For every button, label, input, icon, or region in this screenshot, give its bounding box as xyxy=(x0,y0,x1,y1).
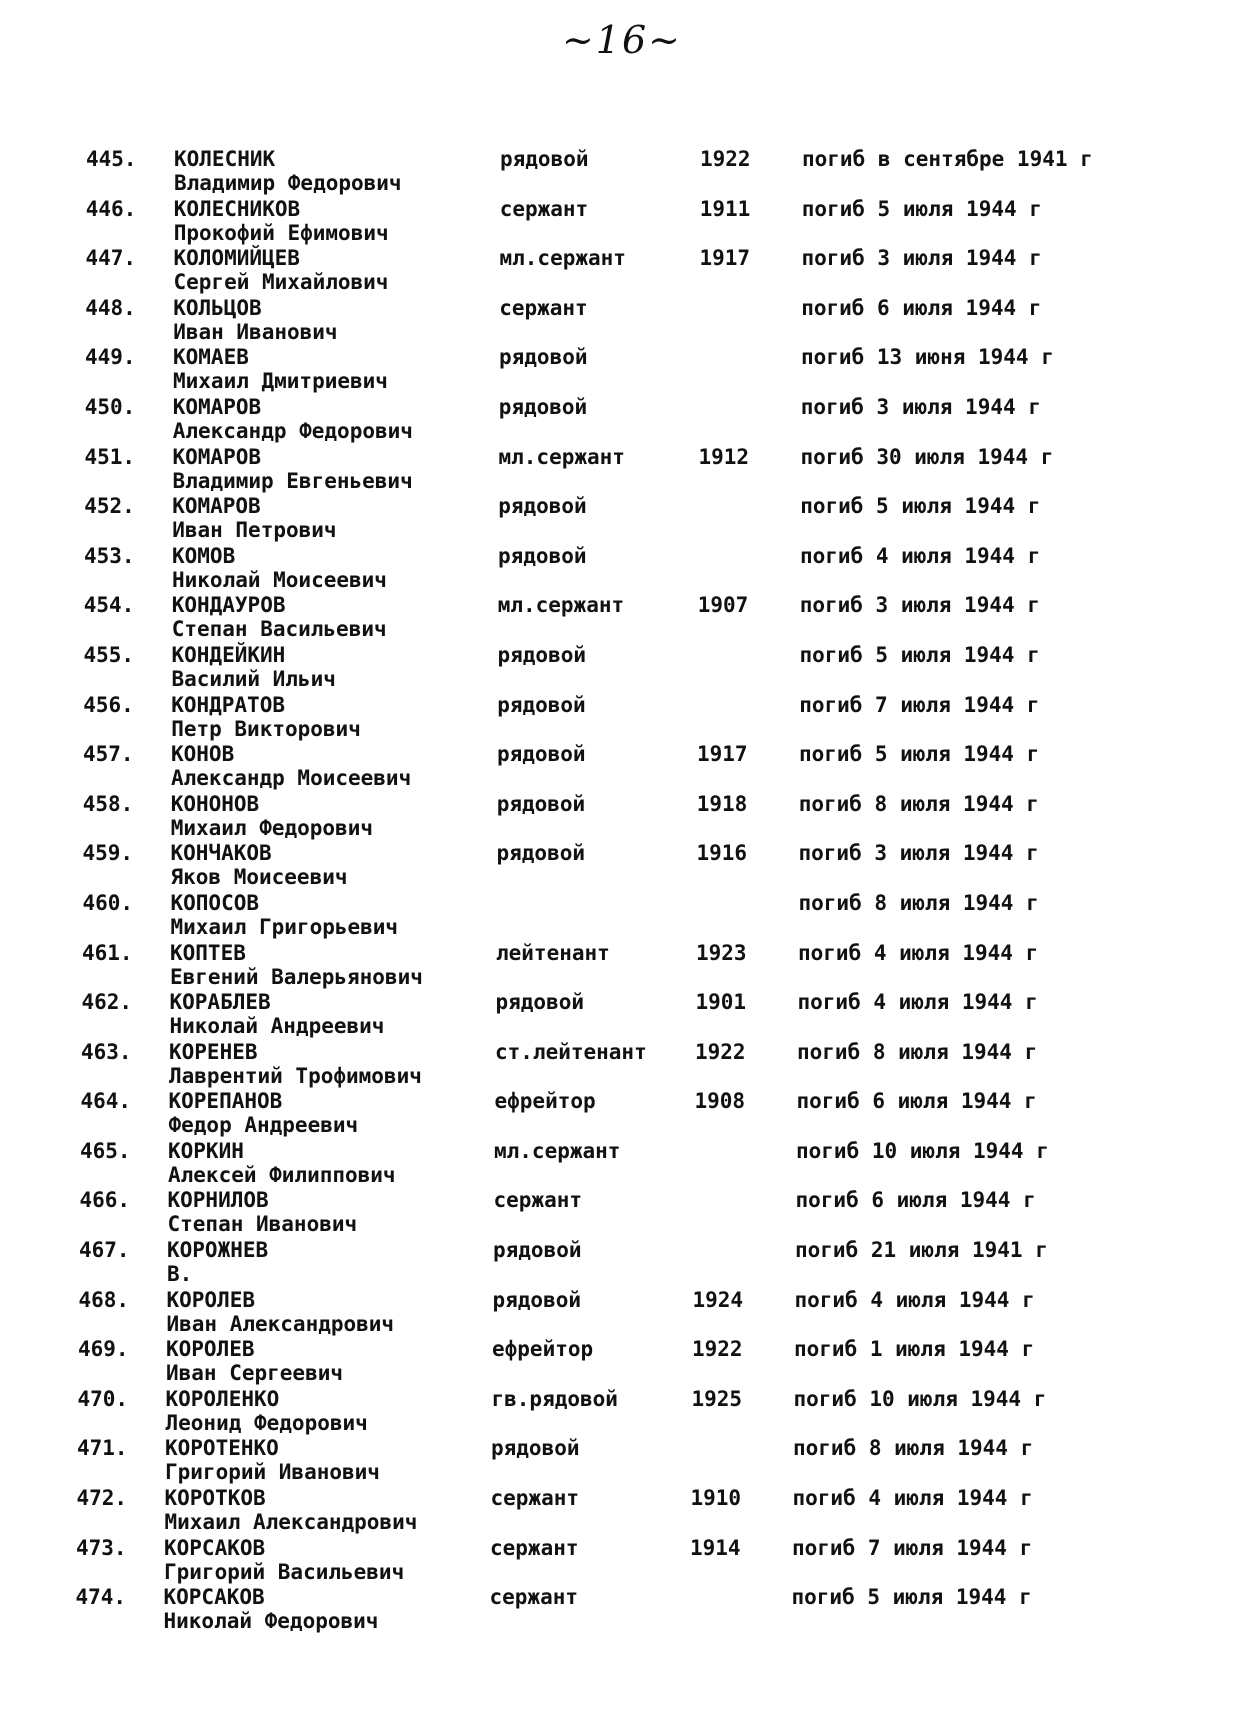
record-rank: мл.сержант xyxy=(497,593,625,618)
record-number: 474. xyxy=(75,1585,127,1610)
record-row xyxy=(0,1436,1235,1486)
record-surname: КОРЕНЕВ xyxy=(169,1039,258,1064)
record-given-names: Сергей Михайлович xyxy=(173,270,389,295)
record-rank: сержант xyxy=(499,295,588,320)
records-list xyxy=(0,147,1244,1635)
record-row xyxy=(0,1089,1239,1139)
record-birth-year: 1924 xyxy=(692,1287,744,1312)
record-surname: КОМАРОВ xyxy=(172,444,262,469)
record-number: 460. xyxy=(82,890,134,915)
record-rank: рядовой xyxy=(493,1238,582,1263)
record-surname: КОРОЛЕВ xyxy=(166,1287,256,1312)
record-rank: сержант xyxy=(490,1535,579,1560)
record-birth-year: 1914 xyxy=(690,1535,741,1560)
record-given-names: Степан Васильевич xyxy=(171,617,387,642)
record-row xyxy=(0,494,1242,544)
record-given-names: Григорий Васильевич xyxy=(164,1559,405,1584)
record-fate: погиб 4 июля 1944 г xyxy=(792,1486,1033,1511)
record-birth-year: 1910 xyxy=(690,1486,742,1511)
record-number: 445. xyxy=(86,147,137,171)
record-row xyxy=(0,693,1241,743)
record-birth-year: 1901 xyxy=(695,990,747,1015)
record-row xyxy=(0,246,1244,296)
record-rank: рядовой xyxy=(498,543,587,568)
record-given-names: Владимир Федорович xyxy=(174,171,402,195)
record-rank: рядовой xyxy=(497,642,587,667)
record-fate: погиб 4 июля 1944 г xyxy=(794,1287,1035,1312)
record-number: 449. xyxy=(85,345,136,370)
record-given-names: Леонид Федорович xyxy=(165,1410,368,1435)
record-rank: рядовой xyxy=(492,1287,582,1312)
record-birth-year: 1916 xyxy=(696,841,748,866)
record-birth-year: 1922 xyxy=(700,147,751,171)
record-row xyxy=(0,1486,1235,1536)
record-fate: погиб 6 июля 1944 г xyxy=(796,1089,1037,1114)
record-number: 451. xyxy=(84,444,136,469)
record-number: 466. xyxy=(79,1188,131,1213)
record-surname: КОНДЕЙКИН xyxy=(171,642,286,667)
record-birth-year: 1911 xyxy=(699,196,751,221)
record-given-names: Федор Андреевич xyxy=(168,1113,359,1138)
record-fate: погиб 10 июля 1944 г xyxy=(796,1138,1049,1163)
record-fate: погиб 5 июля 1944 г xyxy=(800,494,1041,519)
record-rank: сержант xyxy=(489,1585,579,1610)
record-surname: КОЛЬЦОВ xyxy=(173,295,262,320)
record-given-names: Степан Иванович xyxy=(167,1212,358,1237)
record-rank: мл.сержант xyxy=(494,1138,621,1163)
record-number: 448. xyxy=(85,295,136,320)
record-given-names: В. xyxy=(167,1262,193,1287)
record-fate: погиб 5 июля 1944 г xyxy=(801,196,1042,221)
record-row xyxy=(0,1337,1236,1387)
record-given-names: Прокофий Ефимович xyxy=(173,220,389,245)
record-surname: КОЛЕСНИК xyxy=(174,147,276,171)
record-surname: КОМАЕВ xyxy=(173,345,249,370)
record-rank: ефрейтор xyxy=(494,1089,596,1114)
record-given-names: Иван Сергеевич xyxy=(166,1361,344,1386)
record-surname: КОРЕПАНОВ xyxy=(168,1089,283,1114)
record-number: 467. xyxy=(79,1238,130,1263)
record-birth-year: 1918 xyxy=(696,791,748,816)
record-given-names: Григорий Иванович xyxy=(165,1460,380,1485)
record-number: 471. xyxy=(77,1436,128,1461)
record-fate: погиб 4 июля 1944 г xyxy=(798,940,1039,965)
record-fate: погиб 8 июля 1944 г xyxy=(793,1436,1034,1461)
record-row xyxy=(0,742,1241,792)
record-fate: погиб 5 июля 1944 г xyxy=(799,742,1040,767)
record-row xyxy=(0,593,1242,643)
record-rank: рядовой xyxy=(496,841,586,866)
record-row xyxy=(0,296,1243,346)
record-row xyxy=(0,891,1241,941)
record-number: 464. xyxy=(80,1089,132,1114)
record-fate: погиб 3 июля 1944 г xyxy=(799,593,1040,618)
record-row xyxy=(0,1139,1238,1189)
record-surname: КОРАБЛЕВ xyxy=(169,990,271,1015)
record-rank: сержант xyxy=(499,196,589,221)
record-number: 473. xyxy=(76,1535,127,1560)
record-birth-year: 1908 xyxy=(694,1089,746,1114)
record-rank: мл.сержант xyxy=(498,444,625,469)
record-row xyxy=(0,1536,1234,1586)
record-surname: КОМАРОВ xyxy=(172,494,261,519)
record-number: 468. xyxy=(78,1287,130,1312)
record-fate: погиб 7 июля 1944 г xyxy=(792,1535,1033,1560)
record-given-names: Яков Моисеевич xyxy=(170,865,348,890)
record-row xyxy=(0,345,1243,395)
record-rank: рядовой xyxy=(496,791,586,816)
record-fate: погиб 6 июля 1944 г xyxy=(801,295,1042,320)
record-fate: погиб 5 июля 1944 г xyxy=(791,1585,1032,1610)
record-row xyxy=(0,1387,1236,1437)
record-birth-year: 1917 xyxy=(697,742,748,767)
record-rank: мл.сержант xyxy=(499,246,626,271)
record-number: 470. xyxy=(77,1386,129,1411)
record-row xyxy=(0,544,1242,594)
record-birth-year: 1922 xyxy=(692,1337,743,1362)
record-fate: погиб 3 июля 1944 г xyxy=(800,394,1041,419)
record-rank: рядовой xyxy=(498,394,588,419)
record-given-names: Михаил Дмитриевич xyxy=(173,369,388,394)
record-rank: ефрейтор xyxy=(492,1337,594,1362)
record-number: 456. xyxy=(83,692,134,717)
record-number: 462. xyxy=(81,990,133,1015)
record-number: 459. xyxy=(82,841,134,866)
record-fate: погиб 6 июля 1944 г xyxy=(795,1188,1036,1213)
record-number: 457. xyxy=(83,742,134,767)
record-rank: рядовой xyxy=(497,692,586,717)
record-row xyxy=(0,1288,1237,1338)
record-surname: КОНДРАТОВ xyxy=(171,692,285,717)
record-fate: погиб 8 июля 1944 г xyxy=(797,1039,1038,1064)
record-birth-year: 1923 xyxy=(696,940,747,965)
record-birth-year: 1917 xyxy=(699,246,751,271)
record-number: 447. xyxy=(85,246,137,271)
record-rank: гв.рядовой xyxy=(491,1386,618,1411)
record-row xyxy=(0,197,1244,247)
record-fate: погиб 4 июля 1944 г xyxy=(797,990,1038,1015)
record-row xyxy=(0,941,1240,991)
record-fate: погиб 21 июля 1941 г xyxy=(795,1238,1048,1263)
record-number: 458. xyxy=(82,791,134,816)
record-surname: КОРОТЕНКО xyxy=(165,1436,279,1461)
record-birth-year: 1922 xyxy=(695,1039,746,1064)
record-number: 455. xyxy=(83,642,135,667)
record-number: 450. xyxy=(84,394,136,419)
record-row xyxy=(0,1238,1237,1288)
record-surname: КОНЧАКОВ xyxy=(170,841,272,866)
record-given-names: Александр Моисеевич xyxy=(171,766,412,791)
record-row xyxy=(0,147,1244,197)
record-surname: КОПТЕВ xyxy=(170,940,246,965)
record-number: 453. xyxy=(84,543,135,568)
record-surname: КОНДАУРОВ xyxy=(171,593,286,618)
record-number: 463. xyxy=(81,1039,132,1064)
record-number: 454. xyxy=(83,593,135,618)
record-surname: КОРОЖНЕВ xyxy=(167,1238,269,1263)
page-number: ~16~ xyxy=(561,18,683,62)
record-birth-year: 1925 xyxy=(691,1386,743,1411)
record-rank: рядовой xyxy=(498,494,587,519)
record-surname: КОМАРОВ xyxy=(172,394,262,419)
record-surname: КОРНИЛОВ xyxy=(167,1188,269,1213)
record-birth-year: 1907 xyxy=(697,593,749,618)
record-rank: сержант xyxy=(490,1486,580,1511)
record-number: 446. xyxy=(85,196,137,221)
record-fate: погиб 7 июля 1944 г xyxy=(799,692,1040,717)
record-given-names: Михаил Федорович xyxy=(170,815,373,840)
record-given-names: Петр Викторович xyxy=(171,716,361,741)
record-surname: КОНОВ xyxy=(171,742,235,767)
record-surname: КОРСАКОВ xyxy=(163,1585,265,1610)
record-row xyxy=(0,841,1241,891)
record-fate: погиб 10 июля 1944 г xyxy=(793,1386,1047,1411)
record-surname: КОМОВ xyxy=(172,543,236,568)
record-given-names: Иван Петрович xyxy=(172,518,337,543)
record-surname: КОЛЕСНИКОВ xyxy=(173,196,301,221)
record-number: 469. xyxy=(78,1337,129,1362)
record-given-names: Иван Иванович xyxy=(173,319,338,344)
record-given-names: Алексей Филиппович xyxy=(168,1162,396,1187)
record-surname: КОНОНОВ xyxy=(170,791,260,816)
record-given-names: Михаил Григорьевич xyxy=(170,914,399,939)
record-row xyxy=(0,643,1242,693)
record-surname: КОРСАКОВ xyxy=(164,1535,266,1560)
record-given-names: Лаврентий Трофимович xyxy=(169,1063,422,1088)
record-given-names: Василий Ильич xyxy=(171,666,336,691)
record-surname: КОРКИН xyxy=(168,1138,244,1163)
record-surname: КОРОЛЕНКО xyxy=(165,1386,280,1411)
record-rank: рядовой xyxy=(500,147,589,171)
record-given-names: Александр Федорович xyxy=(172,418,413,443)
record-rank: рядовой xyxy=(497,742,586,767)
record-row xyxy=(0,792,1241,842)
record-row xyxy=(0,445,1243,495)
record-rank: ст.лейтенант xyxy=(495,1039,647,1064)
record-rank: рядовой xyxy=(499,345,588,370)
record-fate: погиб в сентябре 1941 г xyxy=(802,147,1093,171)
record-given-names: Николай Моисеевич xyxy=(172,567,387,592)
record-fate: погиб 8 июля 1944 г xyxy=(798,890,1039,915)
record-given-names: Владимир Евгеньевич xyxy=(172,468,413,493)
record-fate: погиб 30 июля 1944 г xyxy=(800,444,1054,469)
record-rank: сержант xyxy=(493,1188,583,1213)
record-fate: погиб 3 июля 1944 г xyxy=(801,246,1042,271)
record-fate: погиб 8 июля 1944 г xyxy=(798,791,1039,816)
record-birth-year: 1912 xyxy=(698,444,750,469)
record-surname: КОРОТКОВ xyxy=(164,1486,266,1511)
record-surname: КОЛОМИЙЦЕВ xyxy=(173,246,300,271)
record-row xyxy=(0,1188,1238,1238)
record-fate: погиб 3 июля 1944 г xyxy=(798,841,1039,866)
record-row xyxy=(0,1585,1234,1635)
record-row xyxy=(0,395,1243,445)
record-fate: погиб 5 июля 1944 г xyxy=(799,642,1040,667)
record-row xyxy=(0,1040,1239,1090)
record-number: 465. xyxy=(80,1138,131,1163)
record-number: 452. xyxy=(84,494,135,519)
record-number: 461. xyxy=(82,940,133,965)
record-row xyxy=(0,990,1240,1040)
record-fate: погиб 4 июля 1944 г xyxy=(800,543,1041,568)
record-number: 472. xyxy=(76,1486,128,1511)
record-given-names: Николай Федорович xyxy=(163,1609,379,1634)
record-fate: погиб 13 июня 1944 г xyxy=(801,345,1054,370)
record-surname: КОРОЛЕВ xyxy=(166,1337,255,1362)
record-given-names: Иван Александрович xyxy=(166,1311,395,1336)
record-rank: рядовой xyxy=(495,990,585,1015)
record-fate: погиб 1 июля 1944 г xyxy=(794,1337,1035,1362)
record-given-names: Николай Андреевич xyxy=(169,1014,385,1039)
record-rank: лейтенант xyxy=(496,940,610,965)
record-surname: КОПОСОВ xyxy=(170,890,260,915)
record-given-names: Евгений Валерьянович xyxy=(170,964,423,989)
record-given-names: Михаил Александрович xyxy=(164,1510,418,1535)
record-rank: рядовой xyxy=(491,1436,580,1461)
